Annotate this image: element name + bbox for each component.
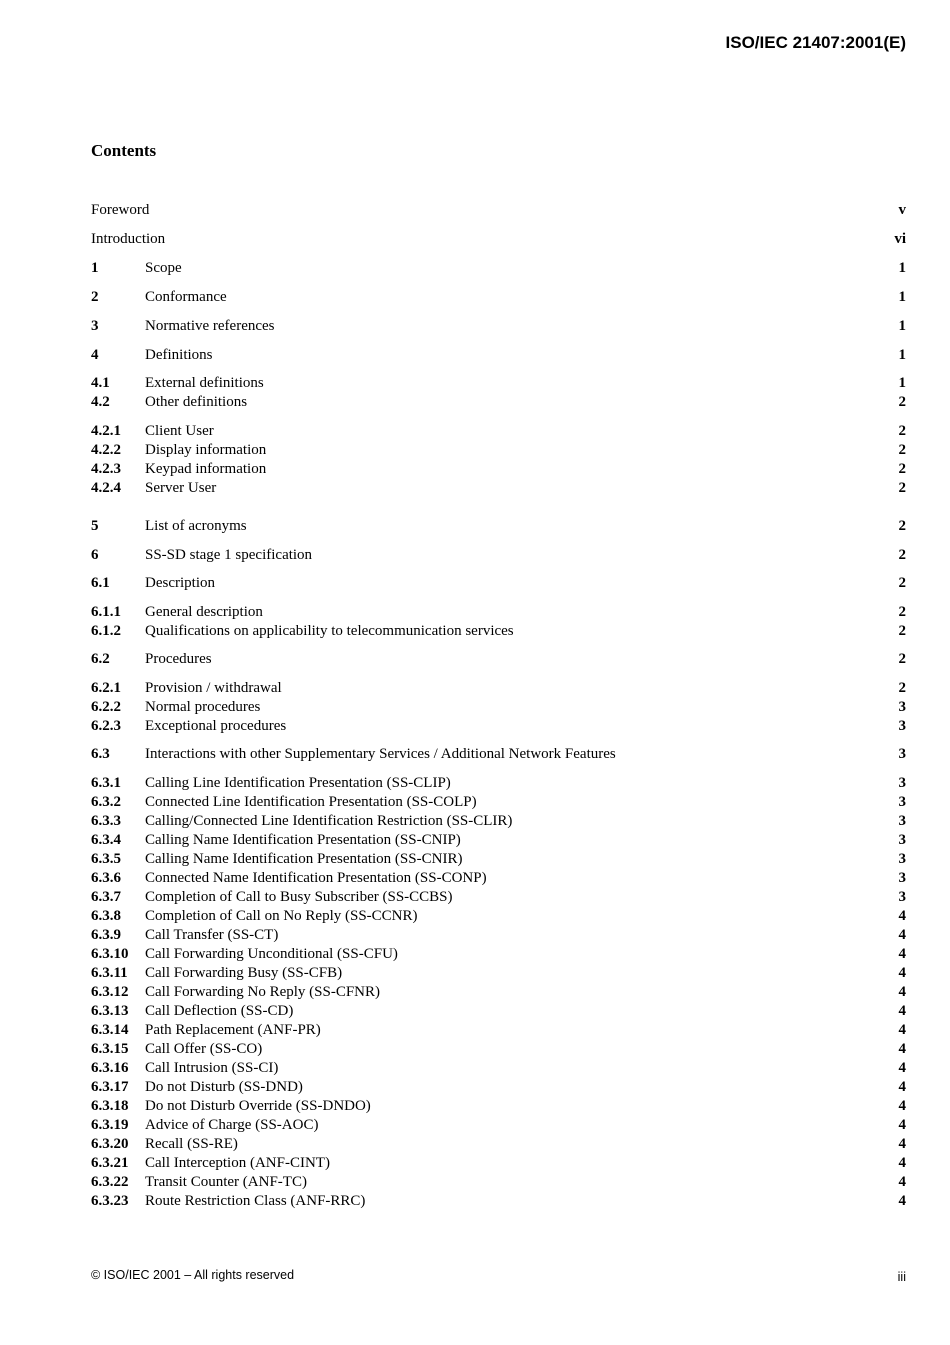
toc-entry[interactable]	[91, 393, 906, 412]
toc-entry[interactable]	[91, 831, 906, 850]
toc-entry-page: 4	[898, 908, 906, 924]
toc-entry-title: Call Transfer (SS-CT)	[145, 927, 279, 943]
toc-entry-title: Do not Disturb (SS-DND)	[145, 1079, 303, 1095]
toc-entry-number: 6.3.5	[91, 851, 121, 867]
toc-entry[interactable]	[91, 1154, 906, 1173]
toc-entry-number: 6.3.7	[91, 889, 121, 905]
toc-entry-number: 4.2.4	[91, 480, 121, 496]
toc-entry-title: Procedures	[145, 651, 212, 667]
toc-entry-page: 2	[898, 423, 906, 439]
toc-entry-number: 6.3.12	[91, 984, 129, 1000]
toc-entry-page: 4	[898, 1174, 906, 1190]
toc-entry-number: 6.1.1	[91, 604, 121, 620]
toc-entry-page: 3	[898, 699, 906, 715]
toc-entry-page: 4	[898, 965, 906, 981]
toc-entry-number: 6	[91, 547, 99, 563]
toc-entry[interactable]	[91, 230, 906, 249]
toc-entry-title: SS-SD stage 1 specification	[145, 547, 313, 563]
toc-entry-page: 3	[898, 775, 906, 791]
toc-entry-title: Keypad information	[145, 461, 267, 477]
toc-entry[interactable]	[91, 374, 906, 393]
toc-entry-title: Definitions	[145, 347, 213, 363]
toc-entry-title: Normal procedures	[145, 699, 261, 715]
toc-entry-page: 1	[898, 289, 906, 305]
toc-entry[interactable]	[91, 745, 906, 764]
toc-entry-title: Connected Line Identification Presentation (SS-COLP)	[145, 794, 477, 810]
toc-entry-title: Completion of Call on No Reply (SS-CCNR)	[145, 908, 418, 924]
toc-entry-number: 4.2.2	[91, 442, 121, 458]
toc-entry[interactable]	[91, 546, 906, 565]
toc-entry[interactable]	[91, 1135, 906, 1154]
toc-entry-title: Call Forwarding No Reply (SS-CFNR)	[145, 984, 381, 1000]
copyright-notice: © ISO/IEC 2001 – All rights reserved	[91, 1268, 295, 1282]
toc-entry-page: 4	[898, 984, 906, 1000]
toc-entry-page: 4	[898, 927, 906, 943]
toc-entry[interactable]	[91, 793, 906, 812]
toc-entry-title: Call Interception (ANF-CINT)	[145, 1155, 330, 1171]
toc-entry[interactable]	[91, 1059, 906, 1078]
toc-entry-page: 4	[898, 1003, 906, 1019]
toc-entry[interactable]	[91, 717, 906, 736]
toc-entry-page: 1	[898, 260, 906, 276]
toc-entry-number: 6.3.19	[91, 1117, 129, 1133]
toc-entry-number: 2	[91, 289, 99, 305]
contents-heading: Contents	[91, 141, 157, 160]
toc-entry-page: 2	[898, 547, 906, 563]
toc-entry-page: 2	[898, 604, 906, 620]
toc-entry-number: 3	[91, 318, 99, 334]
toc-entry[interactable]	[91, 317, 906, 336]
toc-entry-number: 6.3.16	[91, 1060, 129, 1076]
toc-entry-page: 4	[898, 1022, 906, 1038]
toc-entry-page: vi	[894, 231, 906, 247]
toc-entry-page: 2	[898, 651, 906, 667]
toc-entry-title: Connected Name Identification Presentation (SS-CONP)	[145, 870, 487, 886]
toc-entry-number: 6.3.20	[91, 1136, 129, 1152]
toc-entry-number: 4.1	[91, 375, 110, 391]
toc-entry-title: Server User	[145, 480, 217, 496]
toc-entry-title: Call Deflection (SS-CD)	[145, 1003, 294, 1019]
toc-entry-number: 6.3	[91, 746, 110, 762]
toc-entry-number: 6.1.2	[91, 623, 121, 639]
toc-entry-page: 2	[898, 575, 906, 591]
toc-entry-number: 6.2.2	[91, 699, 121, 715]
toc-entry-title: Call Forwarding Busy (SS-CFB)	[145, 965, 343, 981]
toc-entry[interactable]	[91, 945, 906, 964]
toc-entry-title: External definitions	[145, 375, 264, 391]
toc-entry-page: 2	[898, 442, 906, 458]
toc-entry-page: 4	[898, 1060, 906, 1076]
toc-entry[interactable]	[91, 603, 906, 622]
toc-entry-page: 3	[898, 870, 906, 886]
toc-entry-number: 4	[91, 347, 99, 363]
toc-entry-title: List of acronyms	[145, 518, 247, 534]
toc-entry[interactable]	[91, 1021, 906, 1040]
toc-entry-page: 1	[898, 375, 906, 391]
toc-entry-page: 2	[898, 480, 906, 496]
toc-entry-title: Transit Counter (ANF-TC)	[145, 1174, 307, 1190]
toc-entry-number: 6.2	[91, 651, 110, 667]
toc-entry-page: 1	[898, 318, 906, 334]
toc-entry-number: 6.3.17	[91, 1079, 129, 1095]
toc-entry-number: 6.3.18	[91, 1098, 129, 1114]
toc-entry[interactable]	[91, 622, 906, 641]
toc-entry-page: 4	[898, 1136, 906, 1152]
toc-entry-page: 4	[898, 1098, 906, 1114]
toc-entry-number: 6.3.1	[91, 775, 121, 791]
toc-entry-title: Conformance	[145, 289, 227, 305]
toc-entry-number: 6.3.3	[91, 813, 121, 829]
toc-entry-title: Completion of Call to Busy Subscriber (SS-CCBS)	[145, 889, 453, 905]
toc-entry-number: 6.3.13	[91, 1003, 129, 1019]
toc-entry-title: Provision / withdrawal	[145, 680, 282, 696]
toc-entry-page: 2	[898, 461, 906, 477]
toc-entry-number: 1	[91, 260, 99, 276]
toc-entry-title: Calling Line Identification Presentation (SS-CLIP)	[145, 775, 451, 791]
toc-entry-title: Other definitions	[145, 394, 248, 410]
toc-entry-number: 5	[91, 518, 99, 534]
toc-entry[interactable]	[91, 650, 906, 669]
toc-entry[interactable]	[91, 1078, 906, 1097]
toc-entry[interactable]	[91, 964, 906, 983]
toc-entry-title: General description	[145, 604, 263, 620]
toc-entry-page: 3	[898, 832, 906, 848]
toc-entry[interactable]	[91, 479, 906, 498]
toc-entry-title: Calling Name Identification Presentation (SS-CNIR)	[145, 851, 463, 867]
toc-entry[interactable]	[91, 422, 906, 441]
toc-entry-number: 6.3.15	[91, 1041, 129, 1057]
toc-entry-number: 6.3.21	[91, 1155, 129, 1171]
toc-entry-page: 4	[898, 1155, 906, 1171]
toc-entry-title: Call Forwarding Unconditional (SS-CFU)	[145, 946, 398, 962]
toc-entry-page: 3	[898, 794, 906, 810]
toc-entry-page: v	[898, 202, 906, 218]
toc-entry[interactable]	[91, 259, 906, 278]
toc-entry-number: 6.3.8	[91, 908, 121, 924]
toc-entry-number: 6.1	[91, 575, 110, 591]
toc-entry-title: Display information	[145, 442, 267, 458]
toc-entry[interactable]	[91, 346, 906, 365]
toc-entry[interactable]	[91, 1173, 906, 1192]
toc-entry-page: 4	[898, 1041, 906, 1057]
toc-entry[interactable]	[91, 983, 906, 1002]
toc-entry[interactable]	[91, 1040, 906, 1059]
toc-entry-title: Exceptional procedures	[145, 718, 287, 734]
toc-entry-title: Scope	[145, 260, 182, 276]
toc-entry-page: 2	[898, 394, 906, 410]
toc-entry[interactable]	[91, 907, 906, 926]
toc-entry-number: 6.3.11	[91, 965, 128, 981]
toc-entry[interactable]	[91, 441, 906, 460]
toc-entry-page: 4	[898, 1117, 906, 1133]
toc-entry[interactable]	[91, 698, 906, 717]
toc-entry[interactable]	[91, 1192, 906, 1211]
toc-entry[interactable]	[91, 1097, 906, 1116]
toc-entry-title: Calling/Connected Line Identification Restriction (SS-CLIR)	[145, 813, 513, 829]
toc-entry[interactable]	[91, 460, 906, 479]
toc-entry-title: Foreword	[91, 202, 150, 218]
toc-entry-number: 4.2	[91, 394, 110, 410]
toc-entry-number: 4.2.1	[91, 423, 121, 439]
toc-entry[interactable]	[91, 1002, 906, 1021]
toc-entry-title: Calling Name Identification Presentation (SS-CNIP)	[145, 832, 461, 848]
document-id: ISO/IEC 21407:2001(E)	[725, 33, 906, 52]
toc-entry[interactable]	[91, 574, 906, 593]
toc-entry-title: Advice of Charge (SS-AOC)	[145, 1117, 319, 1133]
toc-entry-title: Call Offer (SS-CO)	[145, 1041, 263, 1057]
toc-entry[interactable]	[91, 288, 906, 307]
toc-entry[interactable]	[91, 850, 906, 869]
toc-entry-number: 6.3.2	[91, 794, 121, 810]
table-of-contents	[91, 201, 906, 1211]
toc-entry-title: Introduction	[91, 231, 166, 247]
toc-entry-page: 3	[898, 718, 906, 734]
toc-entry-number: 6.3.14	[91, 1022, 129, 1038]
toc-entry-number: 6.3.23	[91, 1193, 129, 1209]
toc-entry-title: Qualifications on applicability to telecommunication services	[145, 623, 514, 639]
toc-entry[interactable]	[91, 888, 906, 907]
toc-entry-page: 3	[898, 851, 906, 867]
toc-entry-page: 4	[898, 946, 906, 962]
toc-entry-number: 4.2.3	[91, 461, 121, 477]
toc-entry-number: 6.3.9	[91, 927, 121, 943]
toc-entry-page: 3	[898, 813, 906, 829]
toc-entry[interactable]	[91, 869, 906, 888]
toc-entry-title: Interactions with other Supplementary Services / Additional Network Features	[145, 746, 616, 762]
toc-entry[interactable]	[91, 812, 906, 831]
toc-entry[interactable]	[91, 1116, 906, 1135]
toc-entry-title: Call Intrusion (SS-CI)	[145, 1060, 279, 1076]
toc-entry-page: 3	[898, 889, 906, 905]
toc-entry-number: 6.3.6	[91, 870, 121, 886]
toc-entry-number: 6.2.1	[91, 680, 121, 696]
toc-entry-page: 4	[898, 1079, 906, 1095]
toc-entry-number: 6.3.22	[91, 1174, 129, 1190]
page-number: iii	[897, 1270, 906, 1284]
toc-entry-page: 3	[898, 746, 906, 762]
toc-entry[interactable]	[91, 679, 906, 698]
toc-entry-page: 2	[898, 680, 906, 696]
toc-entry-title: Client User	[145, 423, 214, 439]
toc-entry[interactable]	[91, 774, 906, 793]
toc-entry[interactable]	[91, 517, 906, 536]
toc-entry-title: Normative references	[145, 318, 275, 334]
toc-entry-title: Path Replacement (ANF-PR)	[145, 1022, 321, 1038]
toc-entry-title: Route Restriction Class (ANF-RRC)	[145, 1193, 366, 1209]
toc-entry-number: 6.3.10	[91, 946, 129, 962]
toc-entry-number: 6.3.4	[91, 832, 121, 848]
toc-entry-page: 1	[898, 347, 906, 363]
toc-entry-title: Description	[145, 575, 215, 591]
toc-entry-page: 2	[898, 623, 906, 639]
toc-entry-page: 4	[898, 1193, 906, 1209]
toc-entry-title: Do not Disturb Override (SS-DNDO)	[145, 1098, 371, 1114]
toc-entry[interactable]	[91, 201, 906, 220]
toc-entry-number: 6.2.3	[91, 718, 121, 734]
toc-entry[interactable]	[91, 926, 906, 945]
toc-entry-title: Recall (SS-RE)	[145, 1136, 238, 1152]
toc-entry-page: 2	[898, 518, 906, 534]
